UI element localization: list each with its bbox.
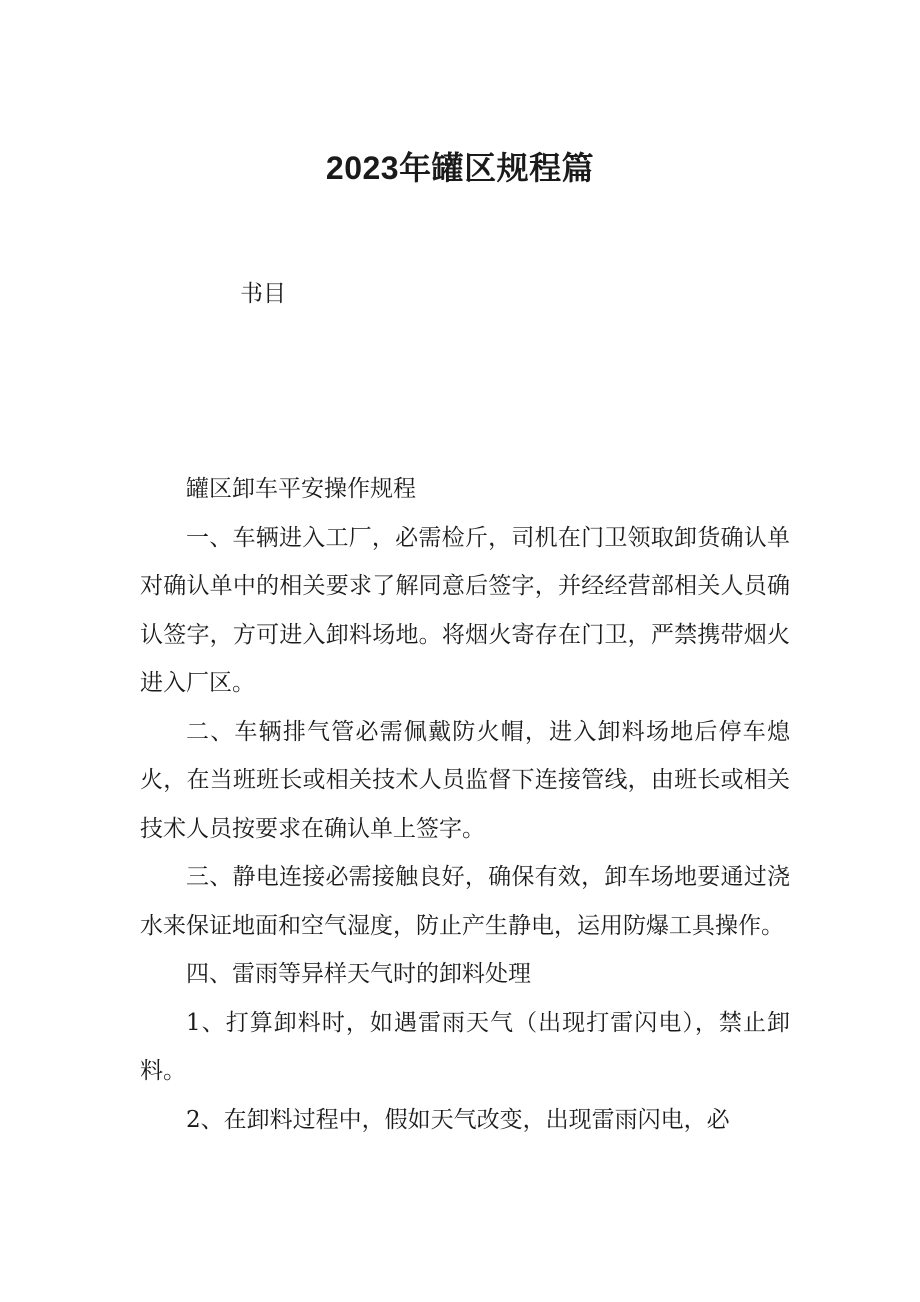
paragraph: 四、雷雨等异样天气时的卸料处理 <box>186 961 531 987</box>
section-heading: 罐区卸车平安操作规程 <box>186 476 416 502</box>
paragraph: 三、静电连接必需接触良好，确保有效，卸车场地要通过浇水来保证地面和空气湿度，防止产生静电，运用防爆工具操作。 <box>140 864 790 939</box>
paragraph: 2、在卸料过程中，假如天气改变，出现雷雨闪电，必 <box>186 1106 730 1133</box>
document-title: 2023年罐区规程篇 <box>325 150 595 186</box>
document-body <box>140 465 790 1144</box>
paragraph: 一、车辆进入工厂，必需检斤，司机在门卫领取卸货确认单对确认单中的相关要求了解同意后签字，并经经营部相关人员确认签字，方可进入卸料场地。将烟火寄存在门卫，严禁携带烟火进入厂区。 <box>140 524 790 696</box>
toc-label: 书目 <box>240 281 286 307</box>
paragraph: 二、车辆排气管必需佩戴防火帽，进入卸料场地后停车熄火，在当班班长或相关技术人员监督下连接管线，由班长或相关技术人员按要求在确认单上签字。 <box>140 718 790 842</box>
paragraph: 1、打算卸料时，如遇雷雨天气（出现打雷闪电），禁止卸料。 <box>140 1009 790 1084</box>
